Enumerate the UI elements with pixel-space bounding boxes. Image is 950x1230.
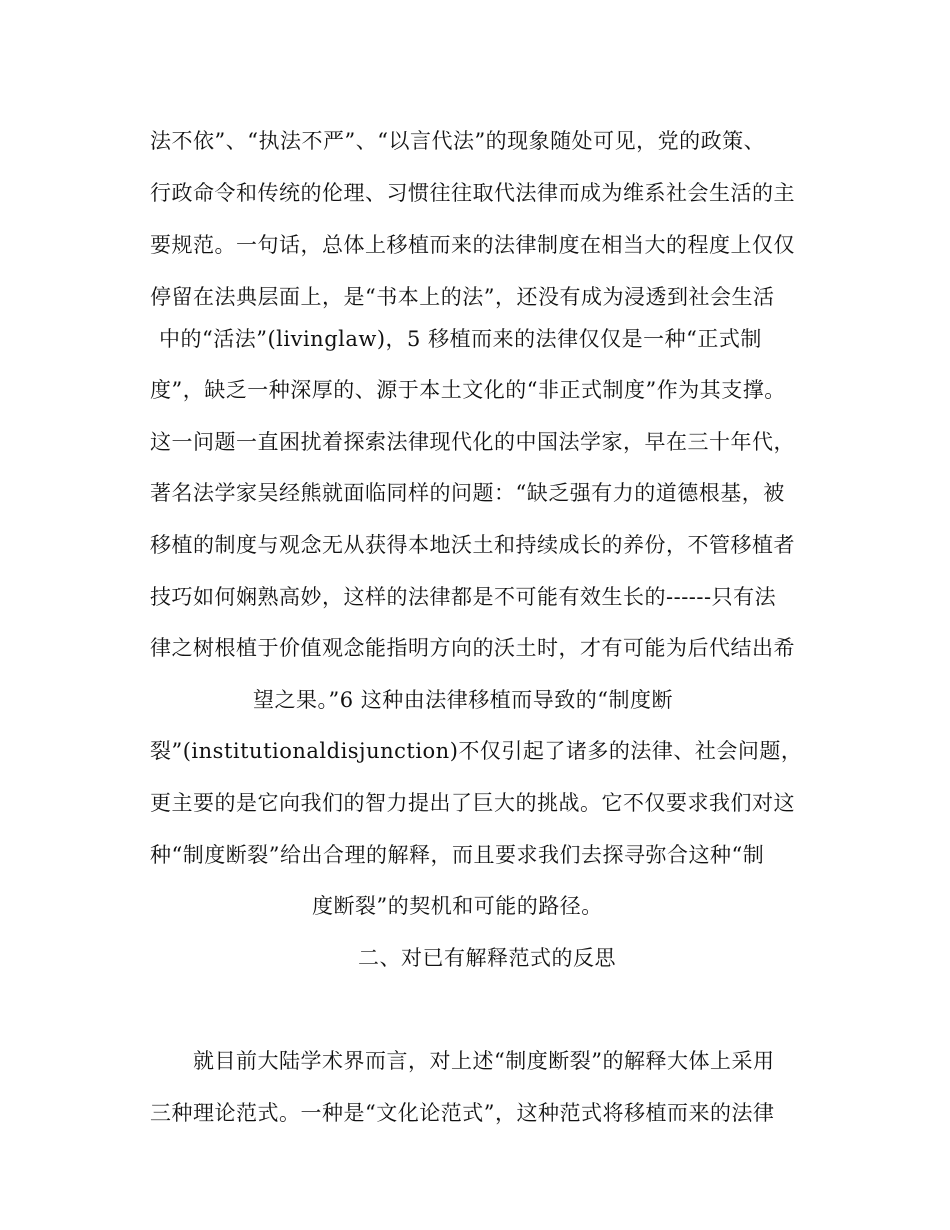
- body-line: 望之果。”6 这种由法律移植而导致的“制度断: [253, 688, 674, 712]
- body-line: 移植的制度与观念无从获得本地沃土和持续成长的养份，不管移植者: [150, 533, 795, 557]
- body-line: 三种理论范式。一种是“文化论范式”，这种范式将移植而来的法律: [150, 1101, 775, 1125]
- body-line: 更主要的是它向我们的智力提出了巨大的挑战。它不仅要求我们对这: [150, 791, 795, 815]
- body-line: 度断裂”的契机和可能的路径。: [312, 894, 603, 918]
- body-line: 技巧如何娴熟高妙，这样的法律都是不可能有效生长的------只有法: [150, 585, 777, 609]
- section-heading: 二、对已有解释范式的反思: [358, 946, 616, 970]
- body-line: 行政命令和传统的伦理、习惯往往取代法律而成为维系社会生活的主: [150, 181, 795, 205]
- body-line: 停留在法典层面上，是“书本上的法”，还没有成为浸透到社会生活: [150, 285, 775, 309]
- body-line: 裂”(institutionaldisjunction)不仅引起了诸多的法律、社会问题，: [150, 739, 803, 763]
- body-line: 著名法学家吴经熊就面临同样的问题：“缺乏强有力的道德根基，被: [150, 481, 785, 505]
- body-line: 度”，缺乏一种深厚的、源于本土文化的“非正式制度”作为其支撑。: [150, 378, 786, 402]
- body-line: 要规范。一句话，总体上移植而来的法律制度在相当大的程度上仅仅: [150, 233, 795, 257]
- body-line: 这一问题一直困扰着探索法律现代化的中国法学家，早在三十年代，: [150, 430, 795, 454]
- body-line: 律之树根植于价值观念能指明方向的沃土时，才有可能为后代结出希: [150, 636, 795, 660]
- body-line: 中的“活法”(livinglaw)，5 移植而来的法律仅仅是一种“正式制: [159, 327, 762, 351]
- body-line: 就目前大陆学术界而言，对上述“制度断裂”的解释大体上采用: [193, 1049, 775, 1073]
- body-line: 种“制度断裂”给出合理的解释，而且要求我们去探寻弥合这种“制: [150, 843, 765, 867]
- body-line: 法不依”、“执法不严”、“以言代法”的现象随处可见，党的政策、: [150, 129, 766, 153]
